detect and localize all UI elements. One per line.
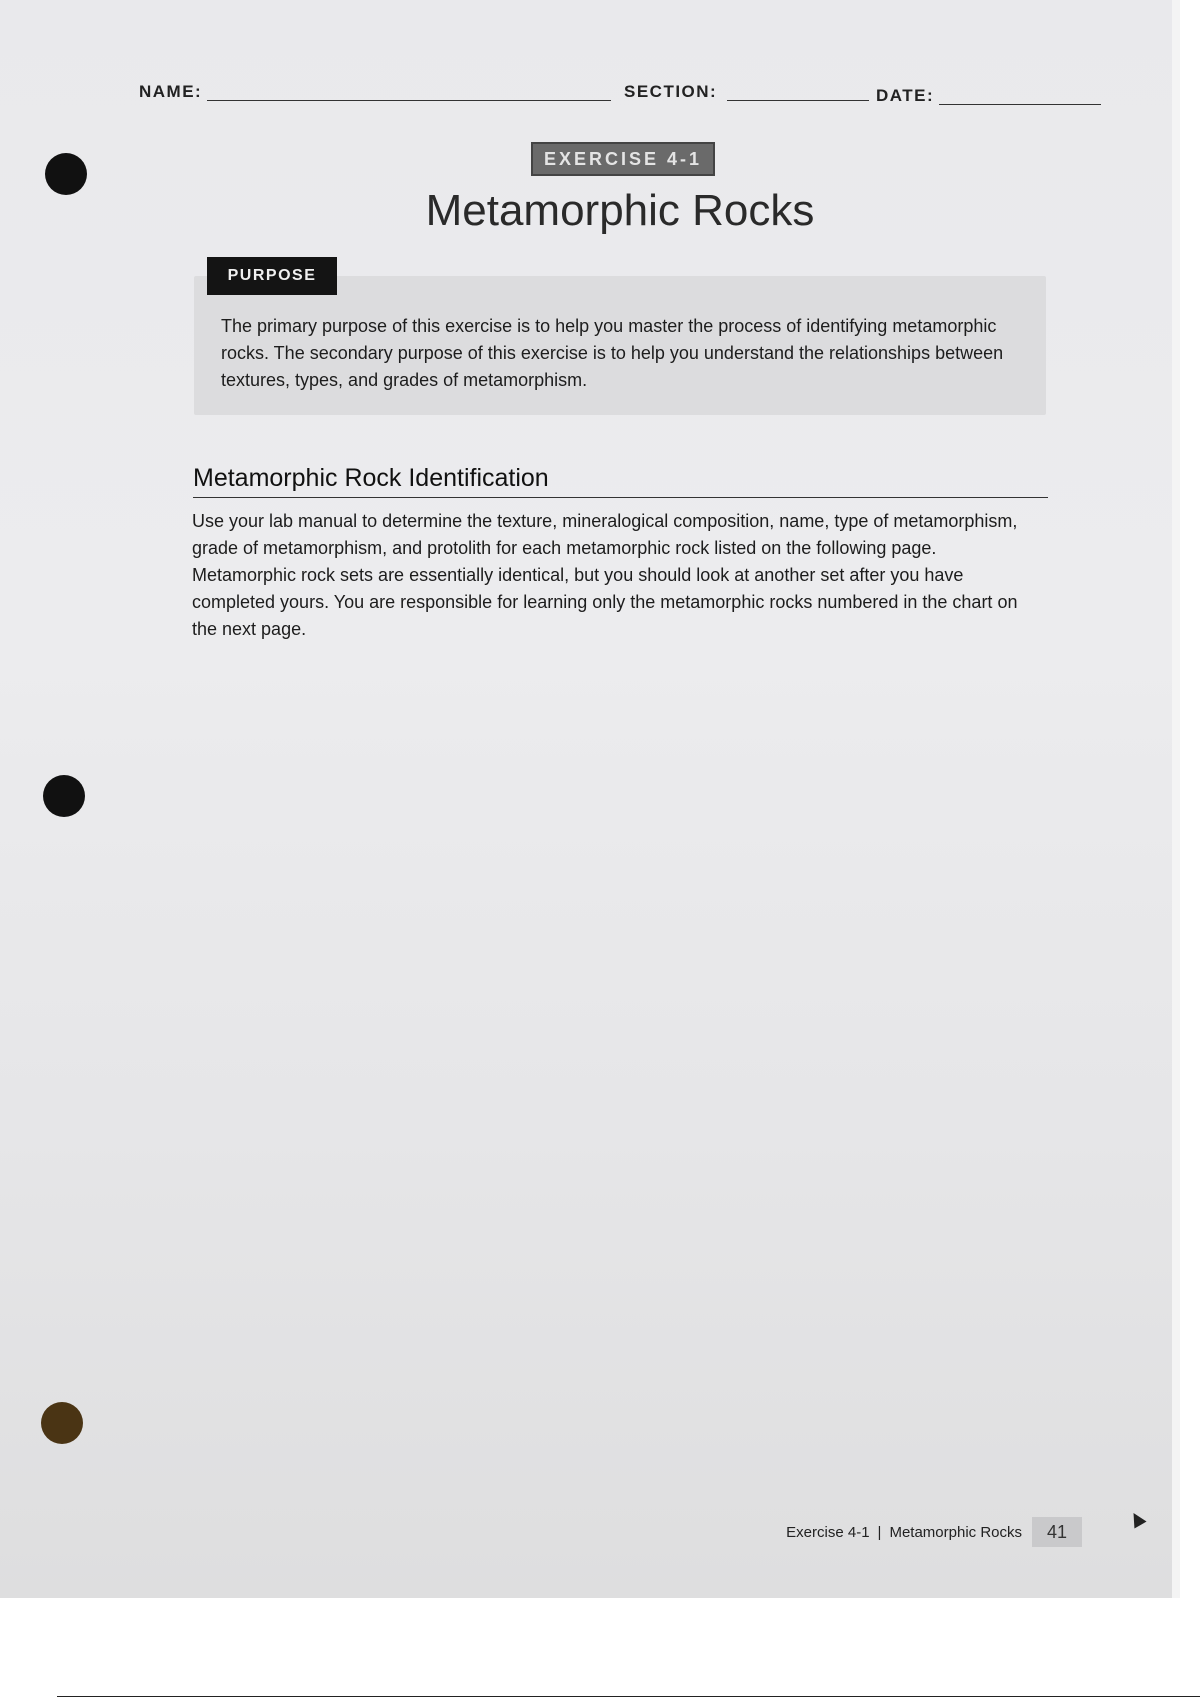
section-line[interactable]	[727, 100, 869, 101]
page-title: Metamorphic Rocks	[425, 186, 815, 235]
binder-hole	[43, 775, 85, 817]
purpose-text: The primary purpose of this exercise is to help you master the process of identifying metamorphic rocks. The secondary purpose of this exercise is to help you understand the relationships between textures, types, and grades of metamorphism.	[221, 316, 1004, 390]
name-line[interactable]	[207, 100, 611, 101]
footer-title: Metamorphic Rocks	[889, 1523, 1022, 1541]
page-number: 41	[1032, 1517, 1082, 1547]
date-line[interactable]	[939, 104, 1101, 105]
purpose-label: PURPOSE	[207, 257, 337, 295]
name-label: NAME:	[139, 82, 203, 101]
binder-hole	[45, 153, 87, 195]
exercise-badge: EXERCISE 4-1	[531, 142, 715, 176]
section-heading: Metamorphic Rock Identification	[193, 464, 1048, 498]
bottom-rule	[57, 1696, 1200, 1697]
section-instructions: Use your lab manual to determine the texture, mineralogical composition, name, type of metamorphism, grade of metamorphism, and protolith for each metamorphic rock listed on the following page. Metamorphic rock sets are essentially identical, but you should look at another set after you have completed yours. You are responsible for learning only the metamorphic rocks numbered in the chart on the next page.	[192, 511, 1018, 639]
date-label: DATE:	[876, 86, 935, 105]
section-label: SECTION:	[624, 82, 718, 101]
footer-separator: |	[877, 1523, 882, 1541]
footer-exercise: Exercise 4-1	[786, 1523, 870, 1541]
page-footer	[786, 1517, 1082, 1547]
page-edge	[1172, 0, 1180, 1598]
binder-hole	[41, 1402, 83, 1444]
